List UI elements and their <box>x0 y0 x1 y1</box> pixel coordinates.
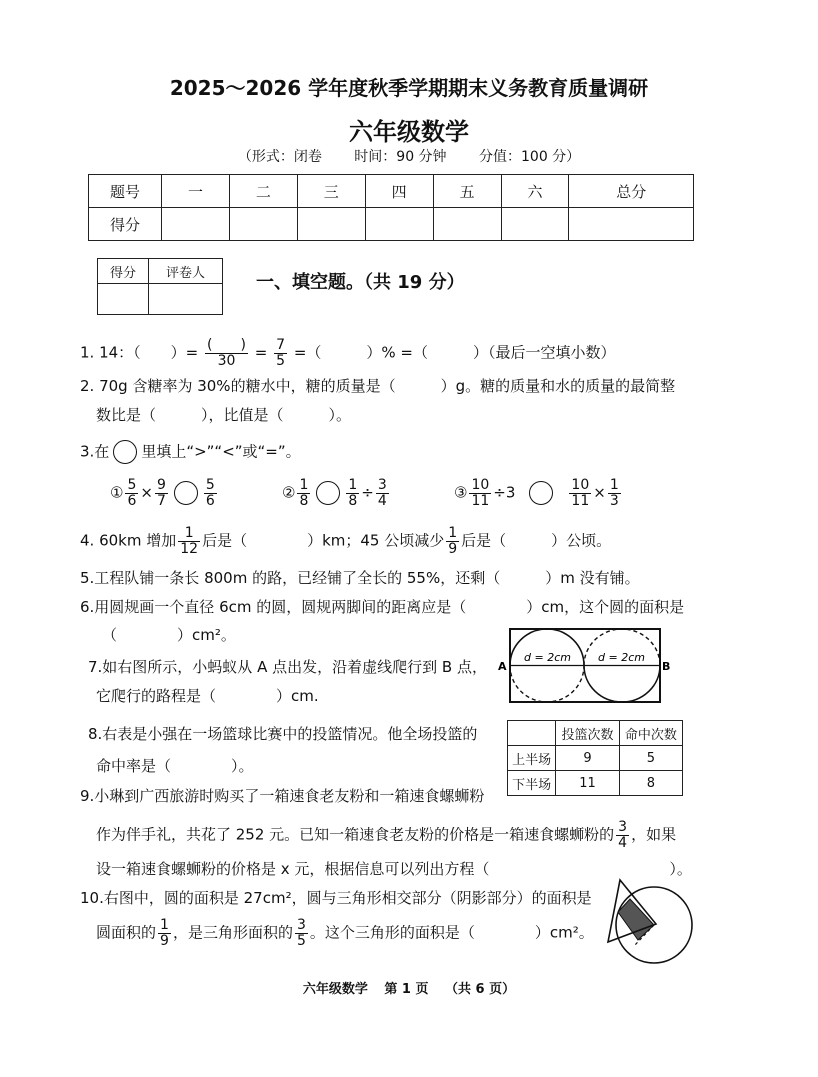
fraction <box>297 478 310 508</box>
fraction-num: 1 <box>448 525 458 541</box>
score-cell: 六 <box>501 175 569 208</box>
fraction-den: 3 <box>609 492 619 509</box>
exam-meta <box>0 146 818 166</box>
fraction-den: 6 <box>205 492 215 509</box>
footer-page-number: 第 1 页 <box>384 982 429 997</box>
q3-label-2: ② <box>282 483 296 502</box>
question-8-line-2: 命中率是（ ）。 <box>96 757 254 775</box>
question-4 <box>80 526 611 556</box>
section-title: 一、填空题。（共 19 分） <box>256 272 465 293</box>
shots-header-cell <box>508 721 556 746</box>
fraction <box>158 918 171 948</box>
question-7-line-1: 7.如右图所示，小蚂蚁从 A 点出发，沿着虚线爬行到 B 点， <box>88 658 487 676</box>
score-table-score-row <box>89 208 694 241</box>
q3-label-3: ③ <box>454 483 468 502</box>
right-circle-bottom-arc <box>584 666 660 703</box>
score-cell: 四 <box>365 175 433 208</box>
question-8-line-1: 8.右表是小强在一场篮球比赛中的投篮情况。他全场投篮的 <box>88 725 478 743</box>
fraction-num: 5 <box>205 477 215 493</box>
shots-cell: 9 <box>556 746 619 771</box>
grader-score-blank <box>98 284 149 315</box>
question-2-line-1: 2. 70g 含糖率为 30%的糖水中，糖的质量是（ ）g。糖的质量和水的质量的最简整 <box>80 377 676 395</box>
q1-text-a: 1. 14：（ ）= <box>80 343 199 362</box>
q4-text-b: 后是（ ）km；45 公顷减少 <box>202 531 445 550</box>
question-3 <box>80 440 301 464</box>
fraction-num: 10 <box>571 477 590 493</box>
q10-text-a: 圆面积的 <box>96 923 157 942</box>
fraction-num: 3 <box>296 917 306 933</box>
operator: × <box>593 483 606 502</box>
comparison-circle-icon[interactable] <box>174 481 198 505</box>
page-footer <box>0 978 818 997</box>
operator: ÷3 <box>493 483 516 502</box>
q10-text-c: 。这个三角形的面积是（ ）cm²。 <box>309 923 594 942</box>
q1-text-b: = <box>254 343 268 362</box>
fraction <box>469 478 491 508</box>
shots-row <box>508 746 683 771</box>
shots-table <box>507 720 683 796</box>
score-blank-cell <box>229 208 297 241</box>
q4-text-a: 4. 60km 增加 <box>80 531 177 550</box>
fraction-num: 10 <box>471 477 490 493</box>
exam-time: 时间：90 分钟 <box>354 149 447 165</box>
q3-expression-1 <box>110 478 219 508</box>
q1-text-c: =（ ）% =（ ）（最后一空填小数） <box>293 343 616 362</box>
score-blank-cell <box>162 208 230 241</box>
q9-text-b: ，如果 <box>631 825 677 844</box>
question-1 <box>80 338 615 368</box>
fraction <box>446 526 459 556</box>
fraction-num: 1 <box>348 477 358 493</box>
score-cell: 五 <box>433 175 501 208</box>
operator: ÷ <box>361 483 374 502</box>
fraction <box>346 478 359 508</box>
fraction-num: 3 <box>377 477 387 493</box>
fraction-den: 9 <box>160 932 169 949</box>
shots-cell: 下半场 <box>508 771 556 796</box>
fraction <box>295 918 308 948</box>
q3-text-b: 里填上“>”“<”或“=”。 <box>141 442 301 461</box>
fraction-num: 1 <box>609 477 619 493</box>
diameter-label-left: d = 2cm <box>524 651 571 664</box>
score-cell: 题号 <box>89 175 162 208</box>
footer-subject: 六年级数学 <box>302 982 368 997</box>
fraction-den: 5 <box>296 932 306 949</box>
fraction-den: 4 <box>618 834 628 851</box>
fraction-num: 3 <box>618 819 628 835</box>
fraction-den: 4 <box>377 492 387 509</box>
fraction <box>616 820 629 850</box>
score-cell: 三 <box>297 175 365 208</box>
q1-fraction-den: 5 <box>276 352 286 369</box>
score-blank-cell <box>365 208 433 241</box>
comparison-circle-icon[interactable] <box>529 481 553 505</box>
fraction <box>178 526 200 556</box>
q9-text-a: 作为伴手礼，共花了 252 元。已知一箱速食老友粉的价格是一箱速食螺蛳粉的 <box>96 825 615 844</box>
fraction <box>125 478 138 508</box>
fraction <box>608 478 621 508</box>
point-a-label: A <box>498 660 507 673</box>
two-circles-figure <box>494 626 684 706</box>
exam-form: （形式：闭卷 <box>237 149 322 165</box>
fraction <box>155 478 168 508</box>
fraction-num: 1 <box>178 526 200 542</box>
q3-expression-3 <box>454 478 623 508</box>
exam-subtitle: 六年级数学 <box>349 118 469 146</box>
score-cell: 一 <box>162 175 230 208</box>
question-5: 5.工程队铺一条长 800m 的路，已经铺了全长的 55%，还剩（ ）m 没有铺。 <box>80 569 640 587</box>
point-b-label: B <box>662 660 671 673</box>
shots-header-row <box>508 721 683 746</box>
score-row-label: 得分 <box>89 208 162 241</box>
fraction-den: 12 <box>180 540 199 557</box>
fraction-den: 8 <box>299 492 309 509</box>
shots-row <box>508 771 683 796</box>
fraction-num: 1 <box>160 917 169 933</box>
fraction-den: 8 <box>348 492 358 509</box>
score-blank-cell <box>569 208 694 241</box>
fraction-den: 11 <box>571 492 590 509</box>
score-table <box>88 174 694 241</box>
question-9-line-2 <box>96 820 676 850</box>
shaded-region <box>618 899 654 940</box>
shots-cell: 8 <box>619 771 682 796</box>
q3-expression-2 <box>282 478 391 508</box>
operator: × <box>140 483 153 502</box>
exam-score: 分值：100 分） <box>479 149 581 165</box>
footer-total-pages: （共 6 页） <box>445 982 516 997</box>
question-9-line-3: 设一箱速食螺蛳粉的价格是 x 元，根据信息可以列出方程（ ）。 <box>96 860 692 878</box>
fraction-num: 5 <box>127 477 137 493</box>
grader-name-blank <box>149 284 223 315</box>
grader-score-label: 得分 <box>98 259 149 284</box>
score-blank-cell <box>297 208 365 241</box>
score-blank-cell <box>433 208 501 241</box>
shots-header-cell: 命中次数 <box>619 721 682 746</box>
shots-cell: 上半场 <box>508 746 556 771</box>
shots-cell: 5 <box>619 746 682 771</box>
comparison-circle-icon <box>113 440 137 464</box>
score-cell: 二 <box>229 175 297 208</box>
grader-box <box>97 258 223 315</box>
q1-fraction-num: 7 <box>276 337 286 353</box>
q3-text-a: 3.在 <box>80 442 110 461</box>
exam-title: 2025～2026 学年度秋季学期期末义务教育质量调研 <box>169 76 649 100</box>
grader-name-label: 评卷人 <box>149 259 223 284</box>
q1-fraction-num: ( ) <box>207 337 246 353</box>
question-7-line-2: 它爬行的路程是（ ）cm. <box>96 687 319 705</box>
question-2-line-2: 数比是（ ），比值是（ ）。 <box>96 406 352 424</box>
question-10-line-2 <box>96 918 594 948</box>
question-10-line-1: 10.右图中，圆的面积是 27cm²，圆与三角形相交部分（阴影部分）的面积是 <box>80 889 592 907</box>
fraction-num: 9 <box>156 477 166 493</box>
shots-header-cell: 投篮次数 <box>556 721 619 746</box>
q1-fraction <box>205 338 248 368</box>
fraction <box>376 478 389 508</box>
fraction-den: 7 <box>156 492 166 509</box>
question-6-line-1: 6.用圆规画一个直径 6cm 的圆，圆规两脚间的距离应是（ ）cm，这个圆的面积是 <box>80 598 685 616</box>
q4-text-c: 后是（ ）公顷。 <box>461 531 612 550</box>
score-table-header-row <box>89 175 694 208</box>
fraction-den: 11 <box>471 492 490 509</box>
fraction-num: 1 <box>299 477 309 493</box>
fraction <box>569 478 591 508</box>
circle-triangle-figure <box>594 878 704 968</box>
shots-cell: 11 <box>556 771 619 796</box>
q1-fraction-den: 30 <box>217 352 236 369</box>
fraction-den: 9 <box>448 540 458 557</box>
diameter-label-right: d = 2cm <box>598 651 645 664</box>
q3-label-1: ① <box>110 483 124 502</box>
q10-text-b: ，是三角形面积的 <box>172 923 293 942</box>
score-cell: 总分 <box>569 175 694 208</box>
fraction-den: 6 <box>127 492 137 509</box>
question-9-line-1: 9.小琳到广西旅游时购买了一箱速食老友粉和一箱速食螺蛳粉 <box>80 787 485 805</box>
comparison-circle-icon[interactable] <box>316 481 340 505</box>
score-blank-cell <box>501 208 569 241</box>
left-circle-bottom-arc <box>510 666 584 703</box>
q1-fraction-7-5 <box>274 338 287 368</box>
fraction <box>204 478 217 508</box>
question-6-line-2: （ ）cm²。 <box>102 626 236 644</box>
